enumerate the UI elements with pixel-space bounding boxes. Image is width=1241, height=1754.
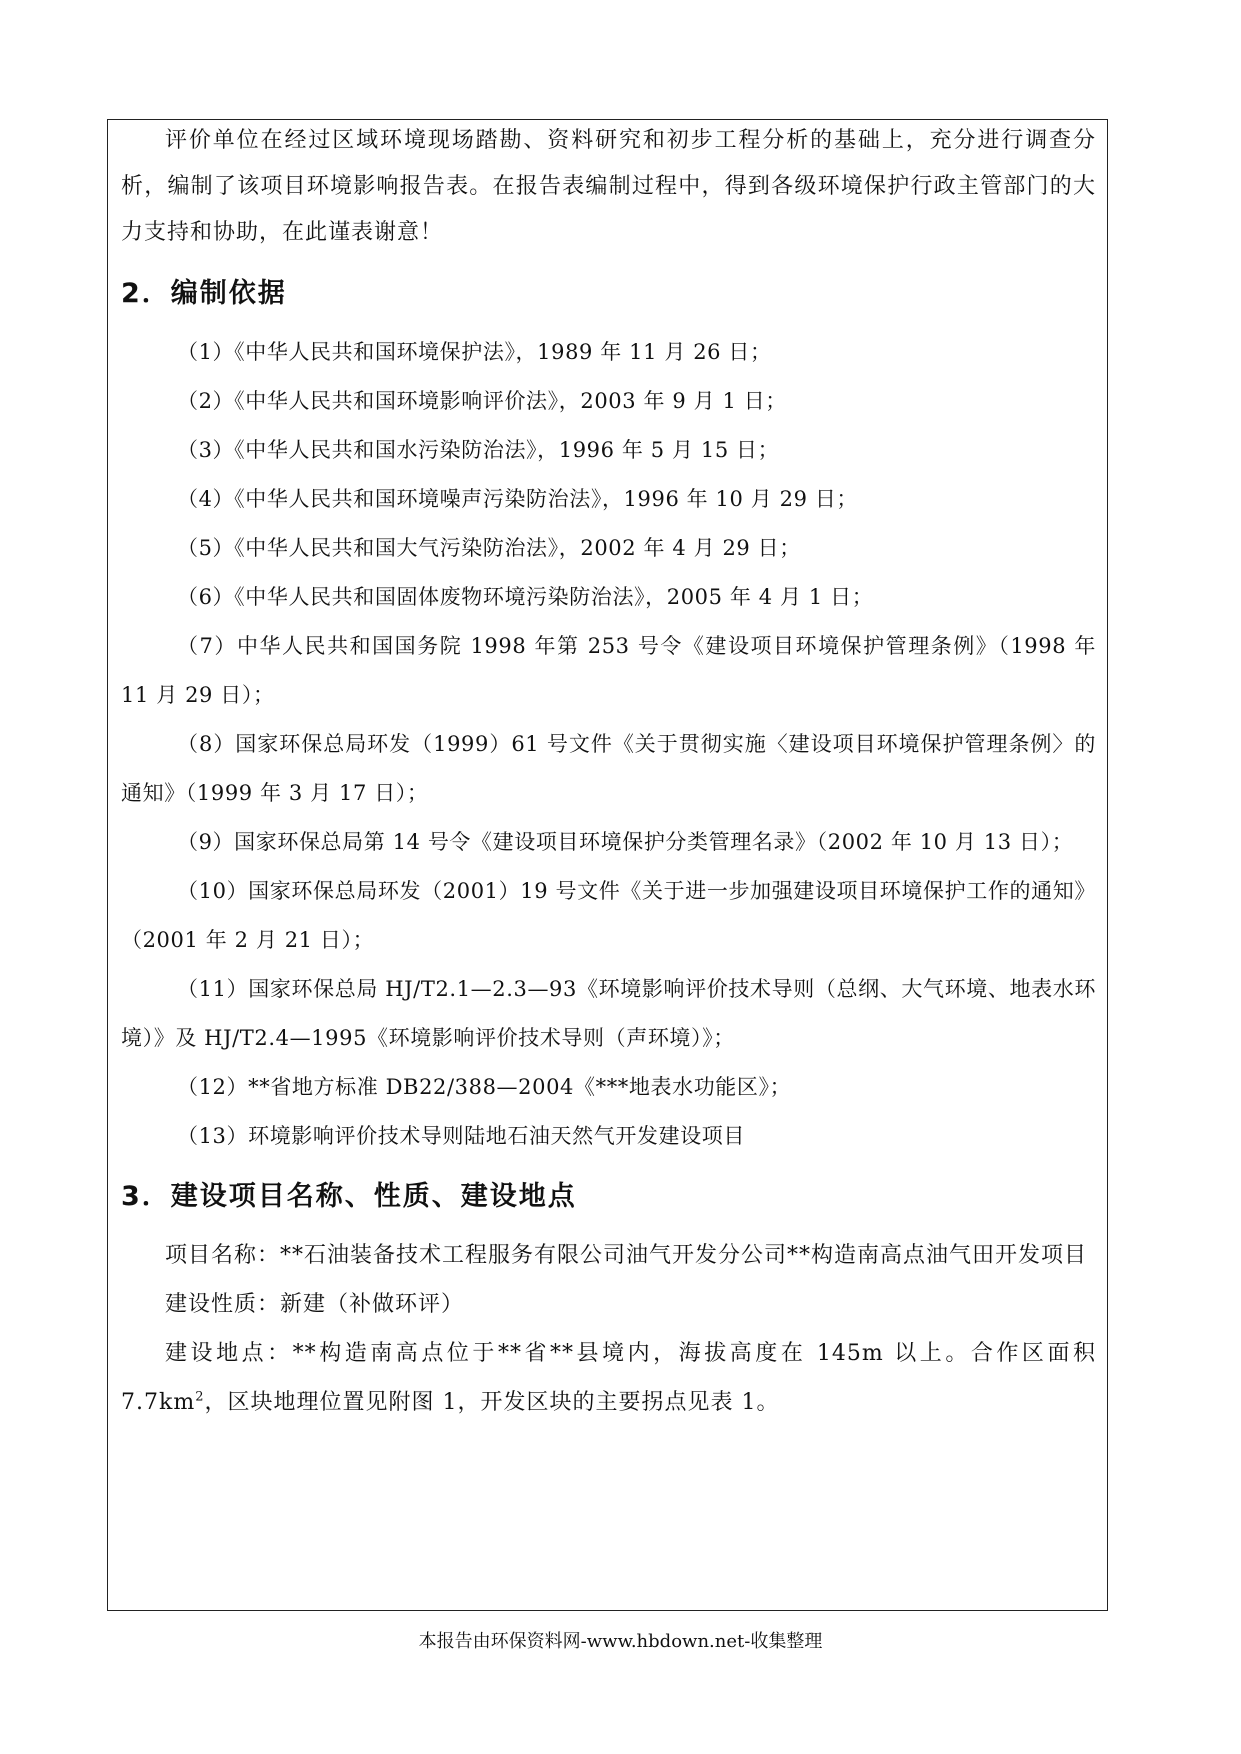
construction-nature: 建设性质：新建（补做环评） xyxy=(165,1292,465,1317)
section-3-heading: 3．建设项目名称、性质、建设地点 xyxy=(121,1181,577,1212)
section-2-heading: 2．编制依据 xyxy=(121,278,287,309)
footer-source-note: 本报告由环保资料网-www.hbdown.net-收集整理 xyxy=(418,1631,823,1652)
basis-item: （10）国家环保总局环发（2001）19 号文件《关于进一步加强建设项目环境保护工作的通知》（2001 年 2 月 21 日）； xyxy=(121,879,1096,952)
basis-item: （8）国家环保总局环发（1999）61 号文件《关于贯彻实施〈建设项目环境保护管理条例〉的通知》（1999 年 3 月 17 日）； xyxy=(121,732,1096,805)
basis-item: （11）国家环保总局 HJ/T2.1—2.3—93《环境影响评价技术导则（总纲、大气环境、地表水环境）》及 HJ/T2.4—1995《环境影响评价技术导则（声环境）》； xyxy=(121,977,1096,1050)
location-text-end: ，区块地理位置见附图 1，开发区块的主要拐点见表 1。 xyxy=(204,1390,780,1415)
basis-item: （3）《中华人民共和国水污染防治法》，1996 年 5 月 15 日； xyxy=(177,438,780,462)
basis-item: （7）中华人民共和国国务院 1998 年第 253 号令《建设项目环境保护管理条例》（1998 年 11 月 29 日）； xyxy=(121,634,1096,707)
basis-item: （9）国家环保总局第 14 号令《建设项目环境保护分类管理名录》（2002 年 10 月 13 日）； xyxy=(177,830,1074,854)
basis-item: （13）环境影响评价技术导则陆地石油天然气开发建设项目 xyxy=(177,1124,745,1148)
basis-item: （5）《中华人民共和国大气污染防治法》，2002 年 4 月 29 日； xyxy=(177,536,801,560)
area-unit-superscript: 2 xyxy=(195,1389,205,1405)
basis-item: （6）《中华人民共和国固体废物环境污染防治法》，2005 年 4 月 1 日； xyxy=(177,585,874,609)
basis-item: （4）《中华人民共和国环境噪声污染防治法》，1996 年 10 月 29 日； xyxy=(177,487,859,511)
document-body xyxy=(121,118,1096,1427)
basis-list xyxy=(121,328,1096,1161)
location-text: 建设地点：**构造南高点位于**省**县境内，海拔高度在 145m 以上。合作区面积 7.7km xyxy=(121,1341,1096,1415)
intro-paragraph: 评价单位在经过区域环境现场踏勘、资料研究和初步工程分析的基础上，充分进行调查分析，编制了该项目环境影响报告表。在报告表编制过程中，得到各级环境保护行政主管部门的大力支持和协助，在此谨表谢意！ xyxy=(121,128,1096,245)
project-name: 项目名称：**石油装备技术工程服务有限公司油气开发分公司**构造南高点油气田开发项目 xyxy=(165,1243,1088,1268)
basis-item: （2）《中华人民共和国环境影响评价法》，2003 年 9 月 1 日； xyxy=(177,389,787,413)
construction-location xyxy=(121,1329,1096,1427)
basis-item: （1）《中华人民共和国环境保护法》，1989 年 11 月 26 日； xyxy=(177,340,772,364)
basis-item: （12）**省地方标准 DB22/388—2004《***地表水功能区》； xyxy=(177,1075,792,1099)
